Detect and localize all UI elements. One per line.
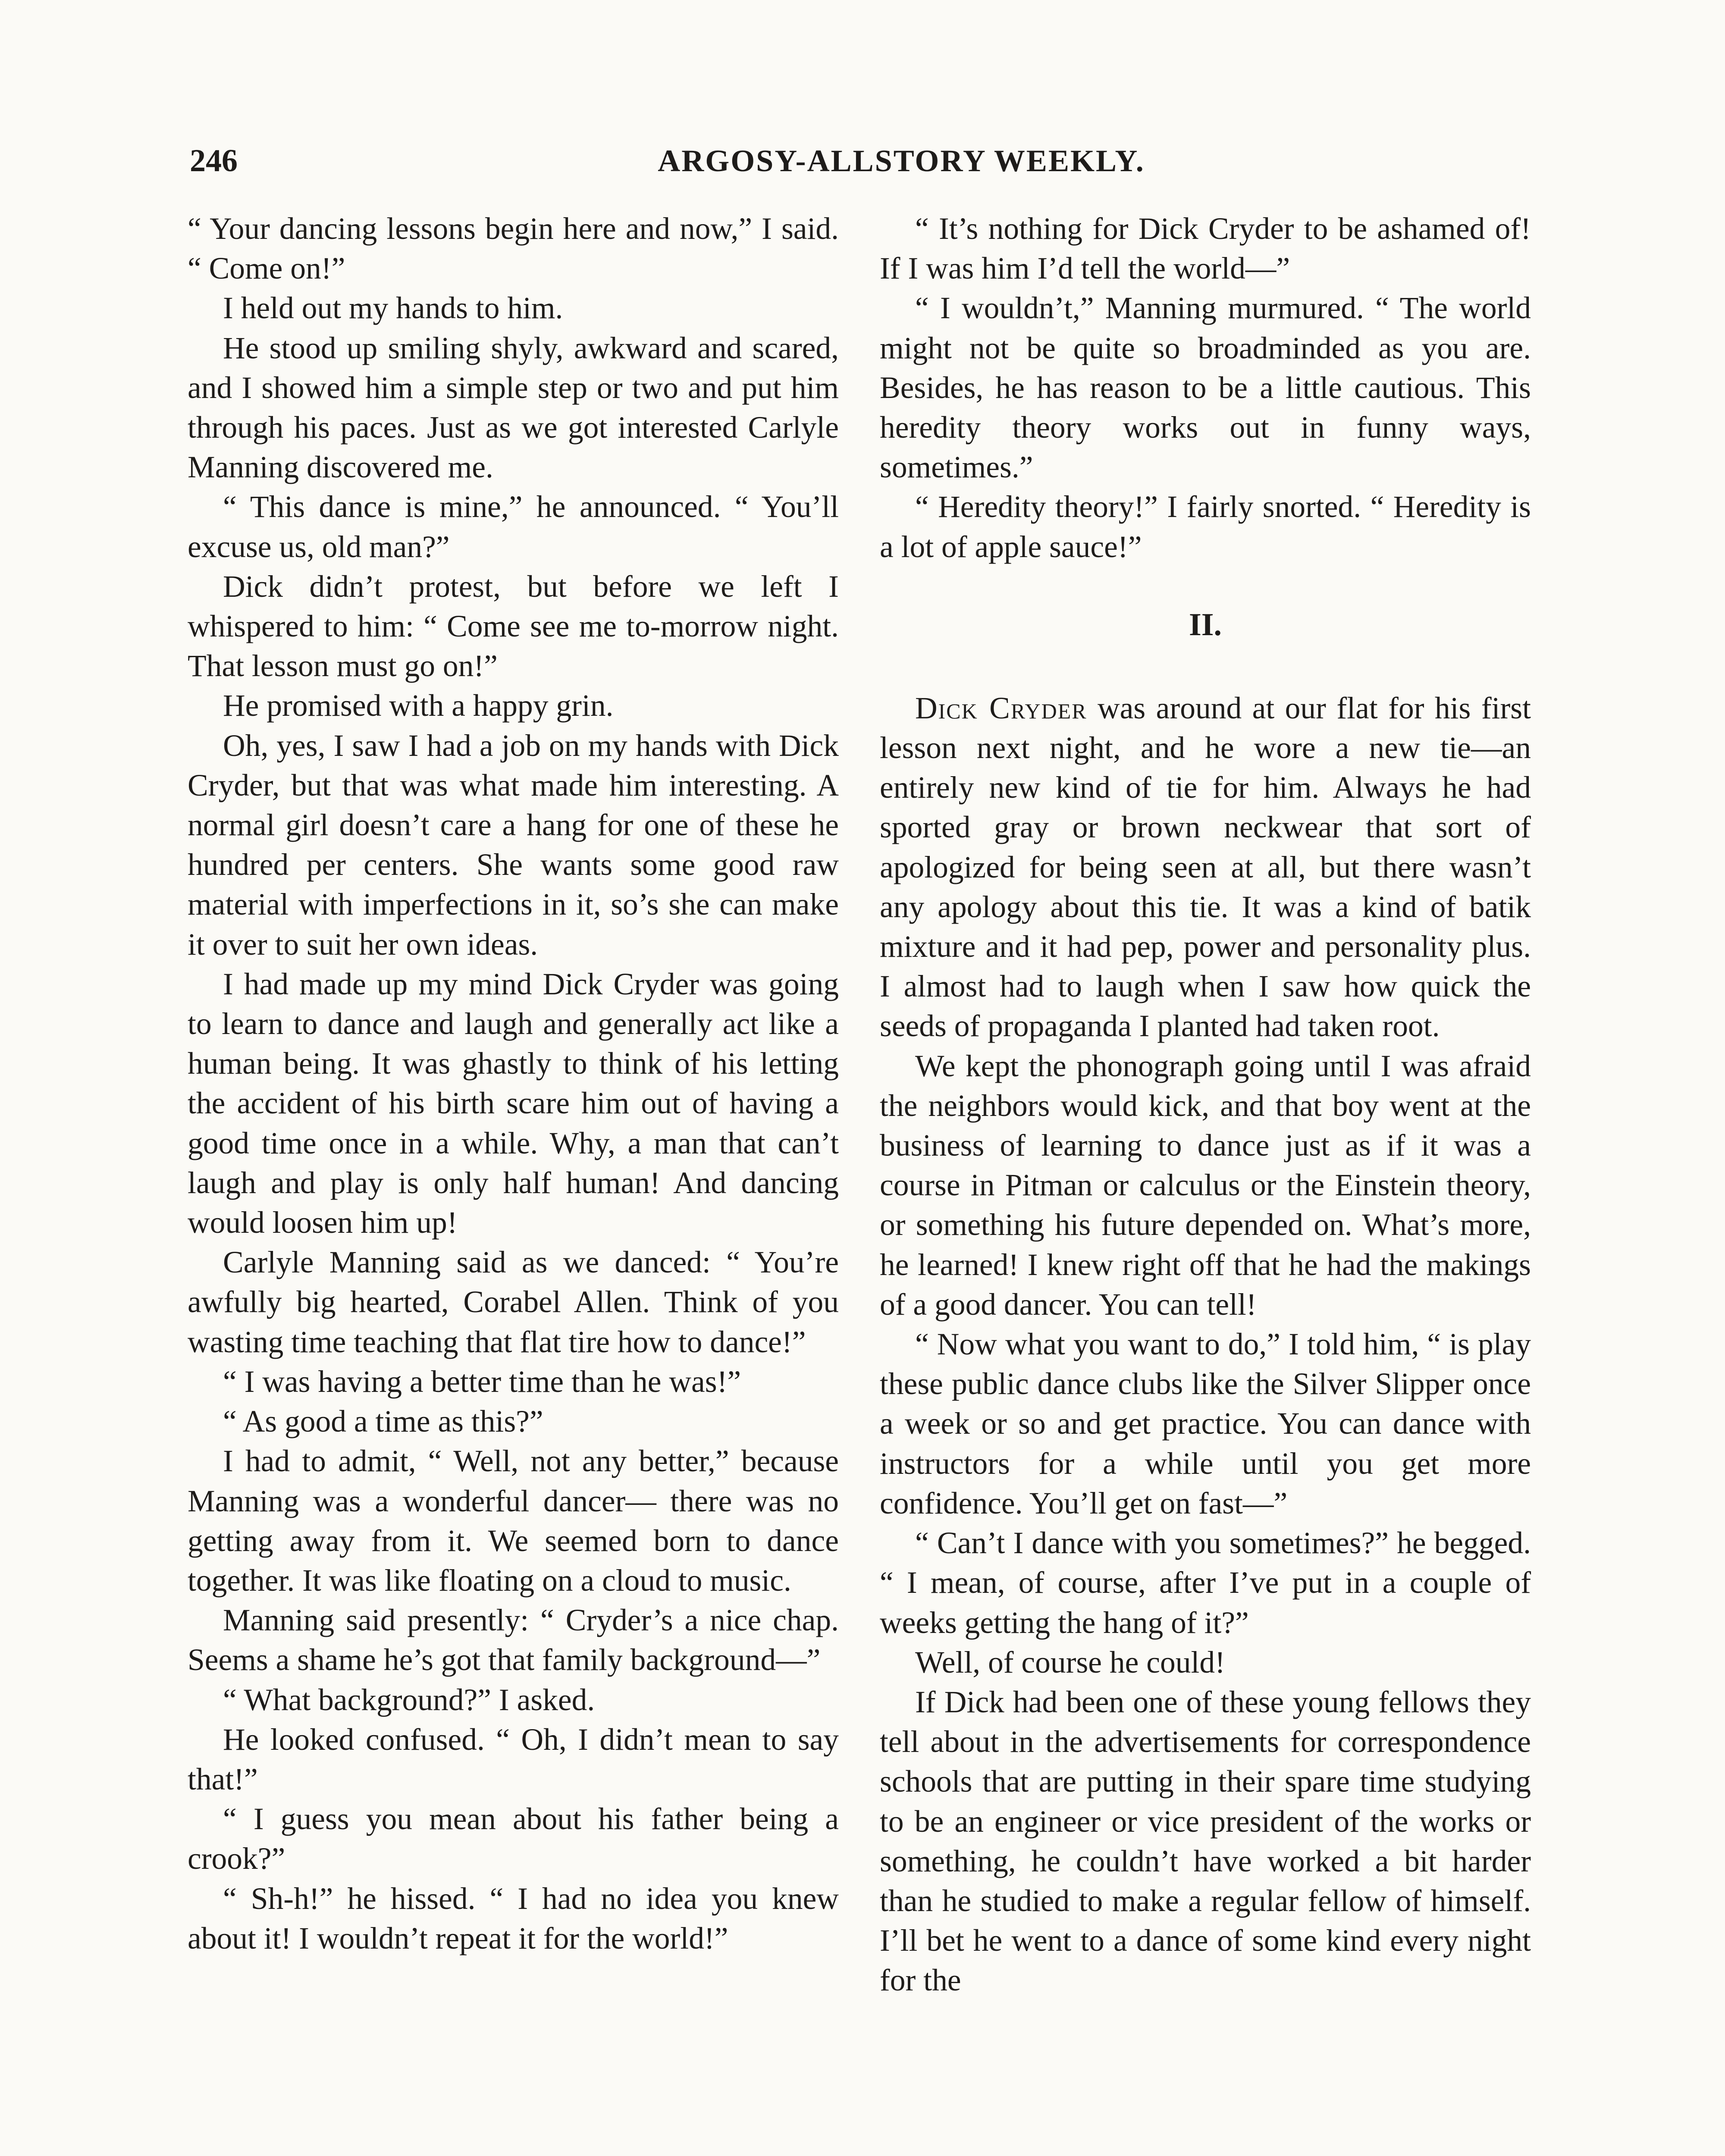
paragraph: “ Your dancing lessons begin here and now,” I said. “ Come on!” bbox=[188, 212, 839, 286]
paragraph: Manning said presently: “ Cryder’s a nice chap. Seems a shame he’s got that family background—” bbox=[188, 1603, 839, 1677]
paragraph: Well, of course he could! bbox=[915, 1645, 1225, 1680]
section-heading: II. bbox=[1189, 607, 1222, 642]
paragraph: Dick didn’t protest, but before we left I whispered to him: “ Come see me to-morrow night. That lesson must go on!” bbox=[188, 569, 839, 683]
page-header bbox=[190, 137, 1535, 185]
paragraph: He promised with a happy grin. bbox=[223, 689, 614, 723]
paragraph: “ As good a time as this?” bbox=[223, 1404, 543, 1439]
paragraph: We kept the phonograph going until I was afraid the neighbors would kick, and that boy went at the business of learning to dance just as if it was a course in Pitman or calculus or the Einstein theory, or something his future depended on. What’s more, he learned! I knew right off that he had the makings of a good dancer. You can tell! bbox=[880, 1049, 1531, 1322]
page-number: 246 bbox=[190, 143, 238, 179]
section-lead-smallcaps: Dick Cryder bbox=[915, 691, 1087, 725]
paragraph: If Dick had been one of these young fellows they tell about in the advertisements for correspondence schools that are putting in their spare time studying to be an engineer or vice president of the works or something, he couldn’t have worked a bit harder than he studied to make a regular fellow of himself. I’ll bet he went to a dance of some kind every night for the bbox=[880, 1685, 1531, 1998]
right-column bbox=[880, 209, 1531, 2001]
paragraph: He looked confused. “ Oh, I didn’t mean to say that!” bbox=[188, 1722, 839, 1796]
paragraph: “ I was having a better time than he was!” bbox=[223, 1364, 741, 1399]
paragraph: “ I guess you mean about his father being a crook?” bbox=[188, 1802, 839, 1876]
paragraph: I had to admit, “ Well, not any better,” because Manning was a wonderful dancer— there was no getting away from it. We seemed born to dance together. It was like floating on a cloud to music. bbox=[188, 1444, 839, 1598]
left-column bbox=[188, 209, 839, 1959]
paragraph: “ What background?” I asked. bbox=[223, 1683, 595, 1717]
paragraph: Oh, yes, I saw I had a job on my hands with Dick Cryder, but that was what made him interesting. A normal girl doesn’t care a hang for one of these he hundred per centers. She wants some good raw material with imperfections in it, so’s she can make it over to suit her own ideas. bbox=[188, 728, 839, 962]
running-title: ARGOSY-ALLSTORY WEEKLY. bbox=[658, 144, 1145, 178]
paragraph: “ Now what you want to do,” I told him, “ is play these public dance clubs like the Silver Slipper once a week or so and get practice. You can dance with instructors for a while until you get more confidence. You’ll get on fast—” bbox=[880, 1327, 1531, 1520]
paragraph: “ Sh-h!” he hissed. “ I had no idea you knew about it! I wouldn’t repeat it for the world!” bbox=[188, 1881, 839, 1955]
paragraph: I held out my hands to him. bbox=[223, 291, 563, 326]
paragraph: “ Can’t I dance with you sometimes?” he begged. “ I mean, of course, after I’ve put in a couple of weeks getting the hang of it?” bbox=[880, 1526, 1531, 1640]
paragraph: “ It’s nothing for Dick Cryder to be ashamed of! If I was him I’d tell the world—” bbox=[880, 212, 1531, 286]
paragraph: He stood up smiling shyly, awkward and scared, and I showed him a simple step or two and put him through his paces. Just as we got interested Carlyle Manning discovered me. bbox=[188, 331, 839, 485]
paragraph: “ I wouldn’t,” Manning murmured. “ The world might not be quite so broadminded as you are. Besides, he has reason to be a little cautious. This heredity theory works out in funny ways, sometimes.” bbox=[880, 291, 1531, 485]
section-lead-text: was around at our flat for his first lesson next night, and he wore a new tie—an entirely new kind of tie for him. Always he had sported gray or brown neckwear that sort of apologized for being seen at all, but there wasn’t any apology about this tie. It was a kind of batik mixture and it had pep, power and personality plus. I almost had to laugh when I saw how quick the seeds of propaganda I planted had taken root. bbox=[880, 691, 1531, 1044]
paragraph: “ This dance is mine,” he announced. “ You’ll excuse us, old man?” bbox=[188, 490, 839, 564]
paragraph: “ Heredity theory!” I fairly snorted. “ Heredity is a lot of apple sauce!” bbox=[880, 490, 1531, 564]
section-lead-paragraph bbox=[880, 689, 1531, 1047]
paragraph: I had made up my mind Dick Cryder was going to learn to dance and laugh and generally act like a human being. It was ghastly to think of his letting the accident of his birth scare him out of having a good time once in a while. Why, a man that can’t laugh and play is only half human! And dancing would loosen him up! bbox=[188, 967, 839, 1240]
paragraph: Carlyle Manning said as we danced: “ You’re awfully big hearted, Corabel Allen. Think of you wasting time teaching that flat tire how to dance!” bbox=[188, 1245, 839, 1359]
